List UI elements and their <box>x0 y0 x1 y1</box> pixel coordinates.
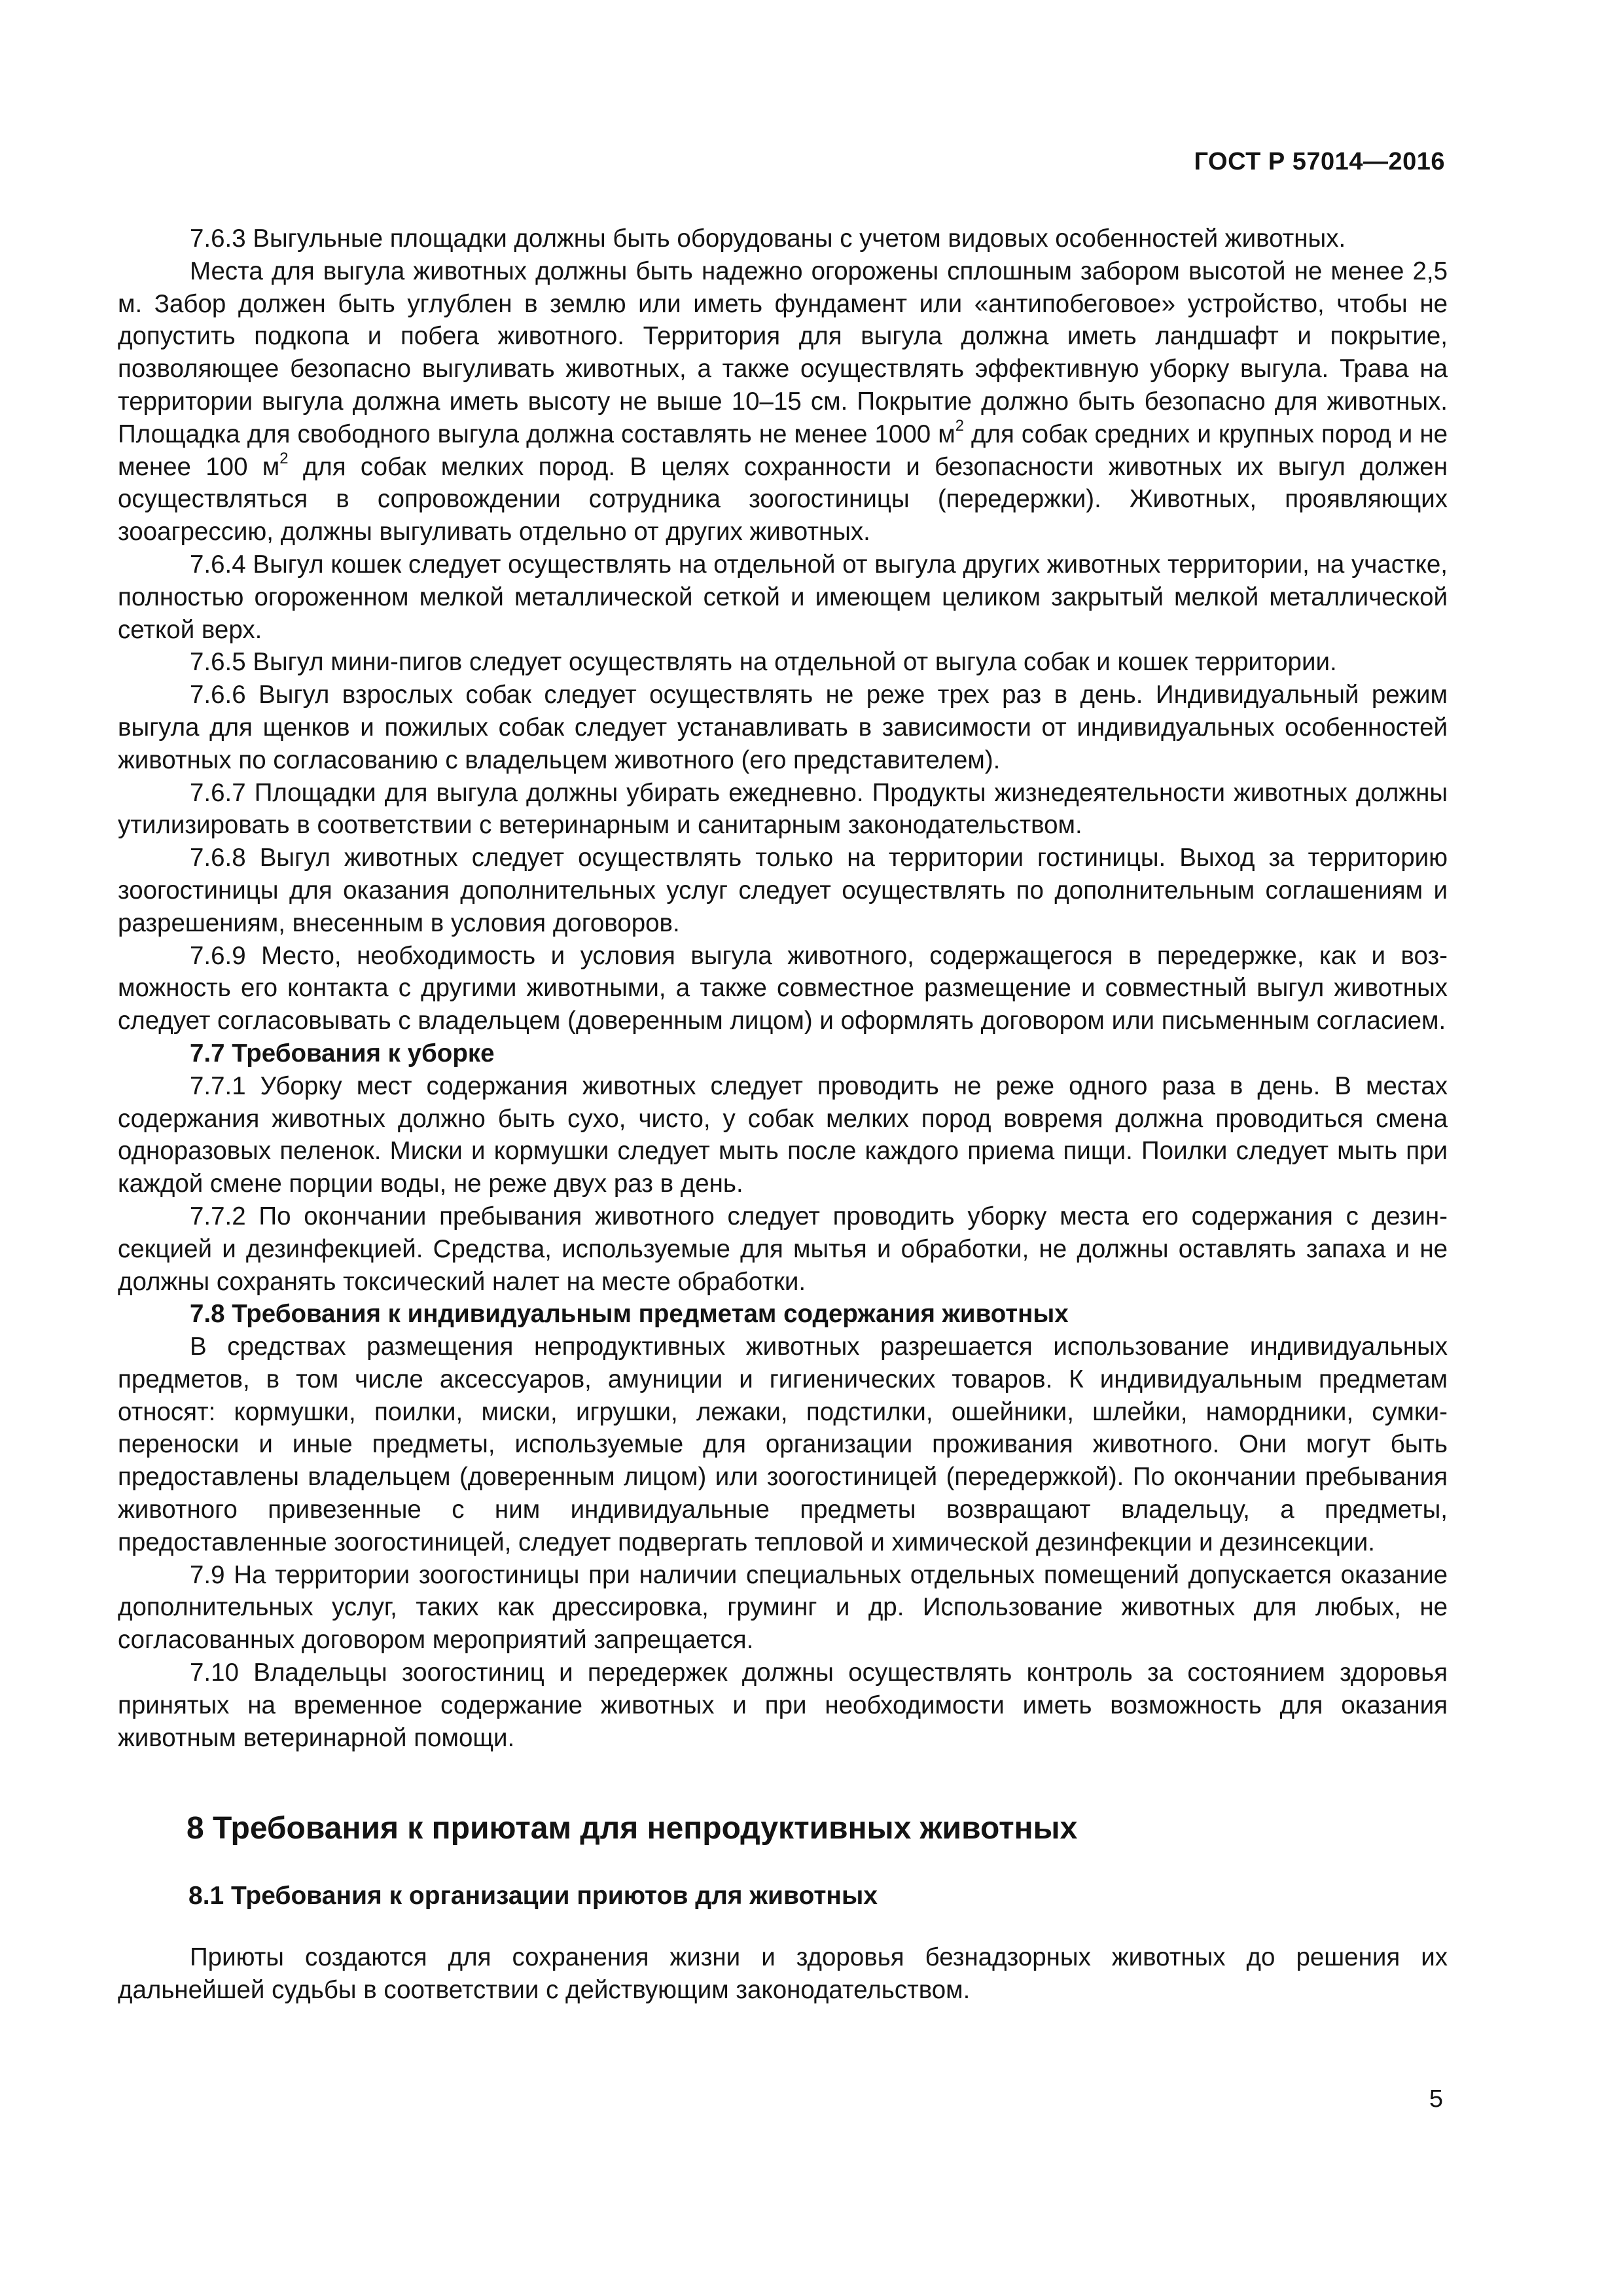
text: для собак средних и крупных пород и не менее 100 м <box>118 420 1448 481</box>
paragraph-7-6-3-body <box>118 255 1448 548</box>
paragraph-8-1: Приюты создаются для сохранения жизни и здоровья безнадзорных животных до решения их дальнейшей судьбы в соответствии с действующим законодательством. <box>118 1943 1448 2005</box>
paragraph-7-7-2: 7.7.2 По окончании пребывания животного следует проводить уборку места его содержания с дезинсекцией и дезинфекцией. Средства, используемые для мытья и обработки, не должны оставлять запаха и не должны сохранять токсический налет на месте обработки. <box>118 1202 1448 1296</box>
paragraph-7-6-8: 7.6.8 Выгул животных следует осуществлять только на территории гостиницы. Выход за территорию зоогостиницы для оказания дополнительных услуг следует осуществлять по дополнительным соглашениям и разрешениям, внесенным в условия договоров. <box>118 844 1448 937</box>
subheading-7-7: 7.7 Требования к уборке <box>190 1039 495 1067</box>
text: Места для выгула животных должны быть надежно огорожены сплошным забором высотой не менее 2,5 м. Забор должен быть углублен в землю или иметь фундамент или «антипобеговое» устройство, чтобы не допустить подкопа и побега животного. Территория для выгула должна иметь ландшафт и покрытие, позволяющее безопасно выгуливать животных, а также осуществлять эффективную уборку выгула. Трава на территории выгула должна иметь высоту не выше 10–15 см. Покрытие должно быть безопасно для животных. Площадка для свободного выгула должна составлять не менее 1000 м <box>118 257 1448 448</box>
paragraph-7-6-7: 7.6.7 Площадки для выгула должны убирать ежедневно. Продукты жизнедеятельности животных должны утилизировать в соответствии с ветеринарным и санитарным законодательством. <box>118 778 1448 840</box>
page-number: 5 <box>1429 2085 1443 2113</box>
paragraph-7-8: В средствах размещения непродуктивных животных разрешается использование индивидуальных предметов, в том числе аксессуаров, амуниции и гигиенических товаров. К индивидуальным предметам относят: кормушки, поилки, миски, игрушки, лежаки, подстилки, ошейники, шлейки, намордники, сумки-переноски и иные предметы, используемые для организации проживания животного. Они могут быть предоставлены владельцем (доверенным лицом) или зоогостиницей (передержкой). По окончании пребывания животного привезенные с ним индивидуальные предметы возвращают владельцу, а предметы, предоставленные зоогостиницей, следует подвергать тепловой и химической дезинфекции и дезинсекции. <box>118 1333 1448 1556</box>
document-header: ГОСТ Р 57014—2016 <box>1194 148 1445 175</box>
page-content <box>118 223 1448 2007</box>
paragraph-7-10: 7.10 Владельцы зоогостиниц и передержек должны осуществлять контроль за состоянием здоровья принятых на временное содержание животных и при необходимости иметь возможность для оказания животным ветеринарной помощи. <box>118 1659 1448 1752</box>
subsection-heading-8-1: 8.1 Требования к организации приютов для животных <box>188 1882 878 1910</box>
subheading-7-8: 7.8 Требования к индивидуальным предметам содержания животных <box>190 1300 1069 1329</box>
paragraph-7-7-1: 7.7.1 Уборку мест содержания животных следует проводить не реже одного раза в день. В местах содержания животных должно быть сухо, чисто, у собак мелких пород вовремя должна проводиться смена одноразовых пеленок. Миски и кормушки следует мыть после каждого приема пищи. Поилки следует мыть при каждой смене порции воды, не реже двух раз в день. <box>118 1071 1448 1198</box>
section-heading-8: 8 Требования к приютам для непродуктивных животных <box>187 1811 1078 1846</box>
paragraph-7-6-3: 7.6.3 Выгульные площадки должны быть оборудованы с учетом видовых особенностей животных. <box>190 224 1346 253</box>
paragraph-7-6-9: 7.6.9 Место, необходимость и условия выгула животного, содержащегося в передержке, как и возможность его контакта с другими животными, а также совместное размещение и совместный выгул животных следует согласовывать с владельцем (доверенным лицом) и оформлять договором или письменным согласием. <box>118 941 1448 1035</box>
paragraph-7-6-4: 7.6.4 Выгул кошек следует осуществлять на отдельной от выгула других животных территории, на участке, полностью огороженном мелкой металлической сеткой и имеющем целиком закрытый мелкой металлической сеткой верх. <box>118 550 1448 644</box>
paragraph-7-9: 7.9 На территории зоогостиницы при наличии специальных отдельных помещений допускается оказание дополнительных услуг, таких как дрессировка, груминг и др. Использование животных для любых, не согласованных договором мероприятий запрещается. <box>118 1560 1448 1655</box>
paragraph-7-6-6: 7.6.6 Выгул взрослых собак следует осуществлять не реже трех раз в день. Индивидуальный режим выгула для щенков и пожилых собак следует устанавливать в зависимости от индивидуальных особенностей животных по согласованию с владельцем животного (его представителем). <box>118 681 1448 774</box>
superscript: 2 <box>955 416 964 435</box>
text: для собак мелких пород. В целях сохранности и безопасности животных их выгул должен осуществляться в сопровождении сотрудника зоогостиницы (передержки). Животных, проявляющих зооагрессию, должны выгуливать отдельно от других животных. <box>118 452 1448 547</box>
superscript: 2 <box>279 449 289 467</box>
paragraph-7-6-5: 7.6.5 Выгул мини-пигов следует осуществлять на отдельной от выгула собак и кошек территории. <box>190 648 1337 677</box>
